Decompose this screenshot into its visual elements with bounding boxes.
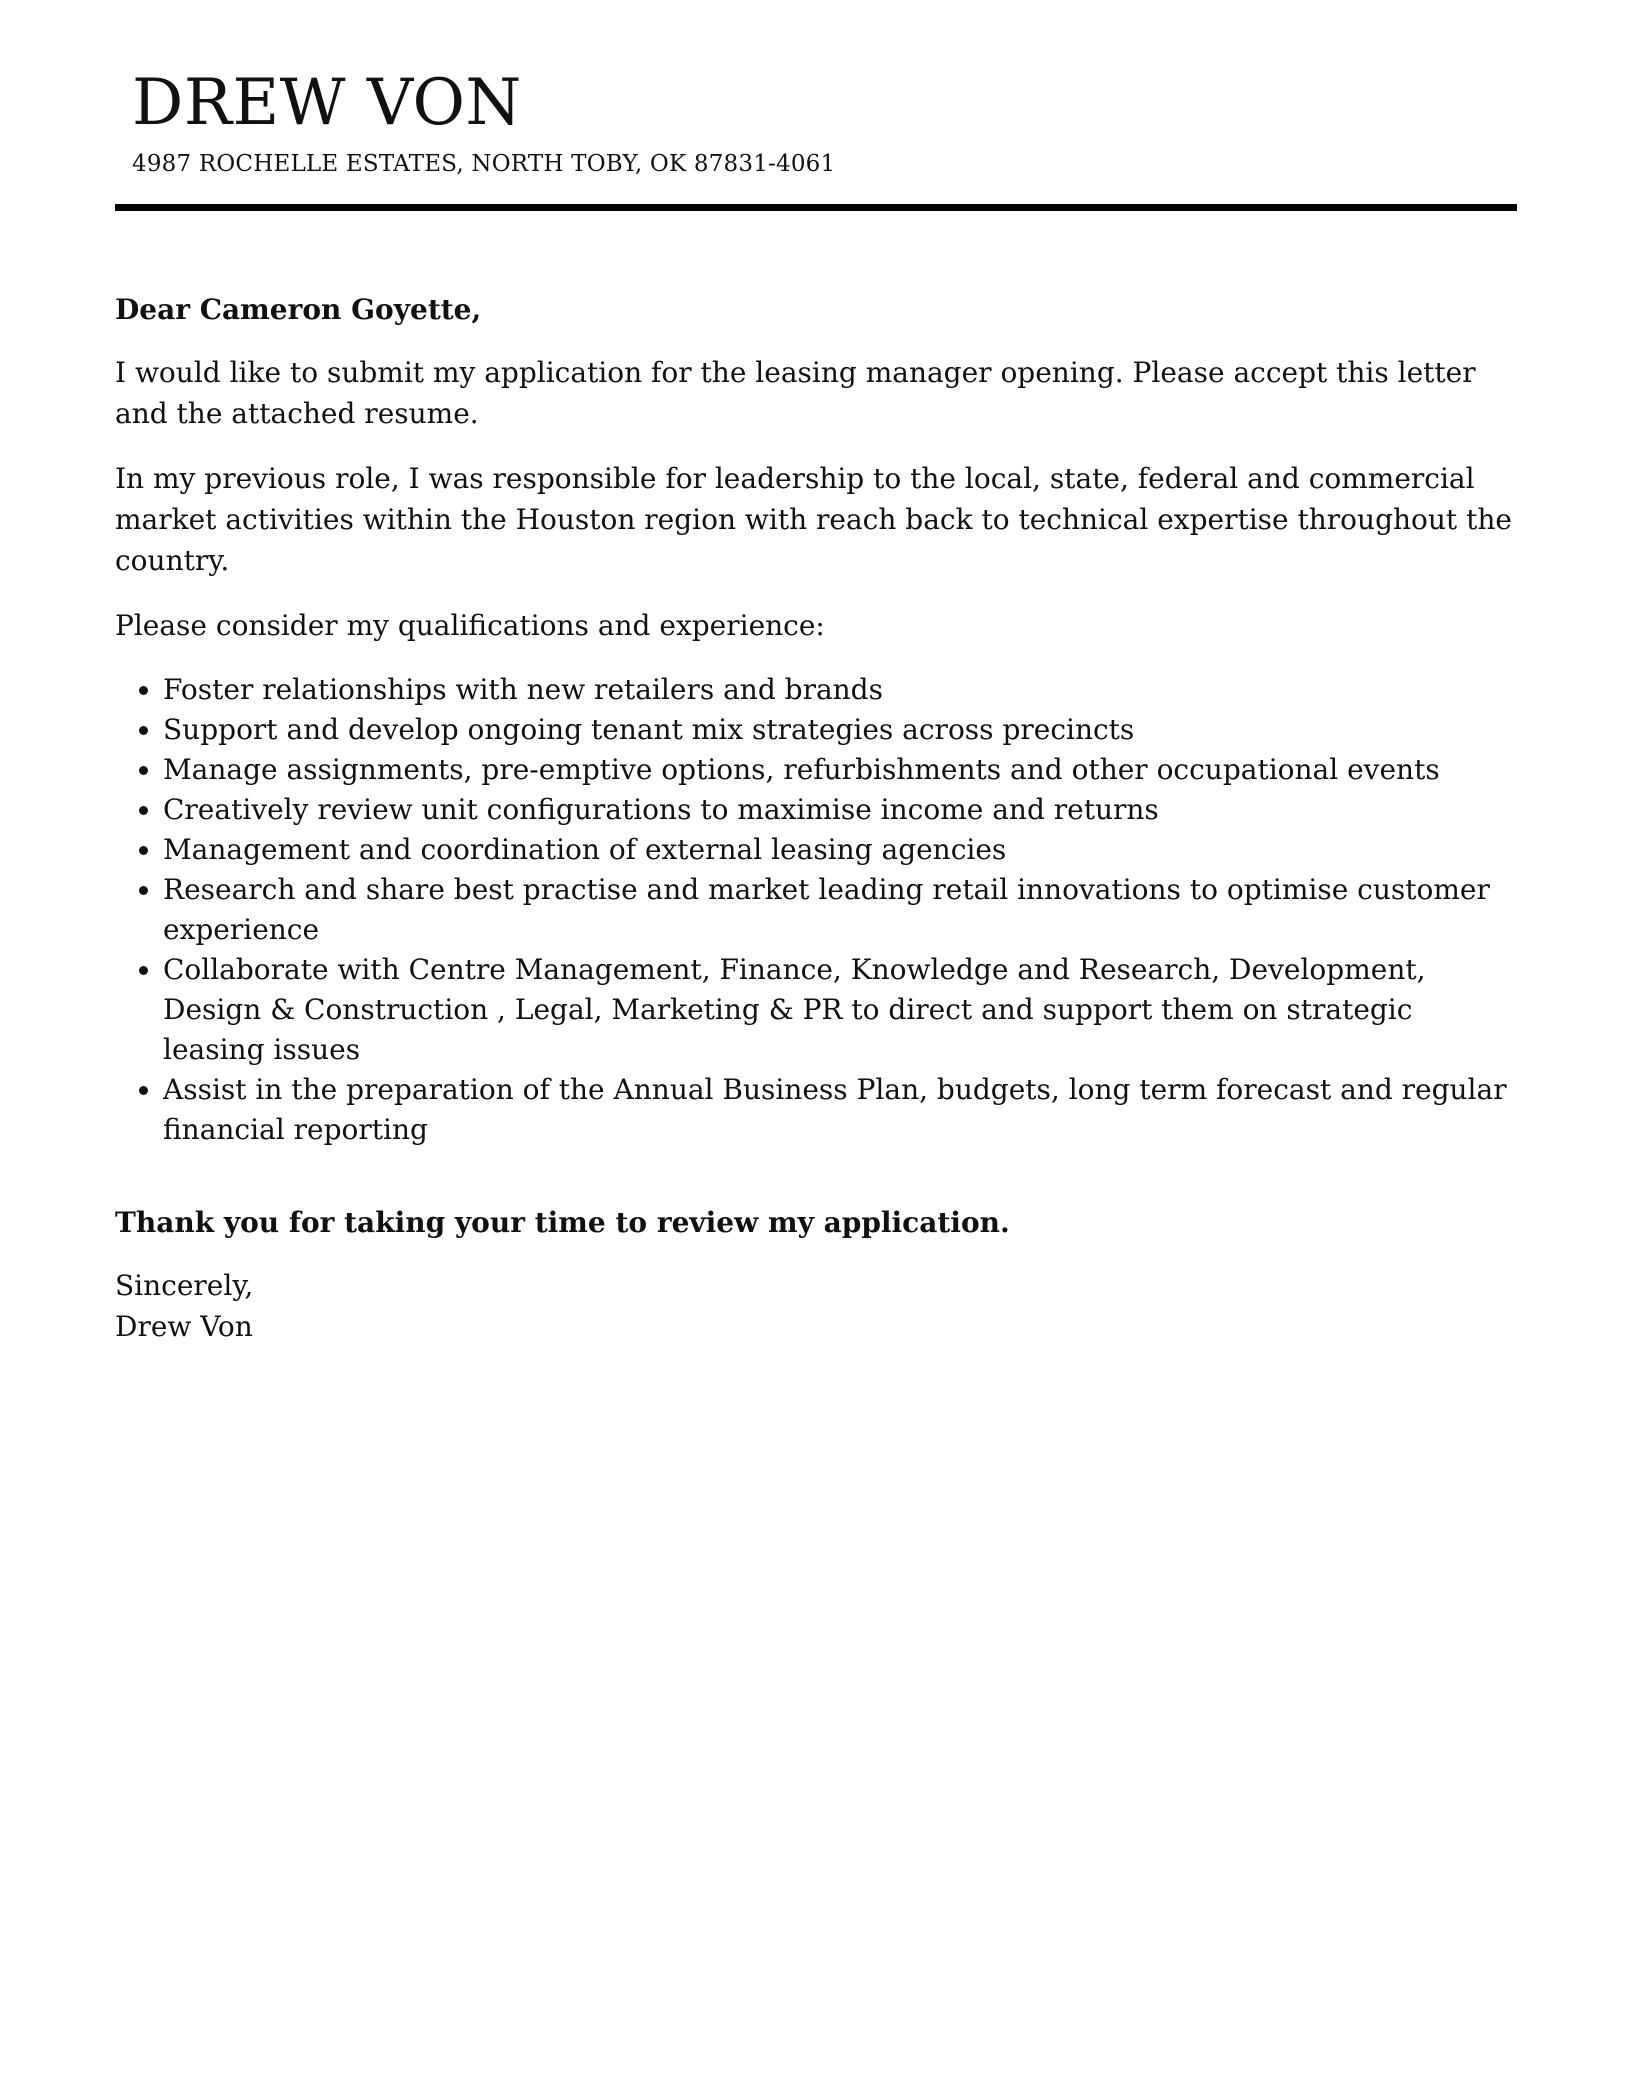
applicant-address: 4987 ROCHELLE ESTATES, NORTH TOBY, OK 87831-4061 — [132, 151, 836, 177]
list-item: • Creatively review unit configurations to maximise income and returns — [163, 790, 1517, 830]
applicant-name: DREW VON — [132, 66, 522, 140]
list-item: • Research and share best practise and market leading retail innovations to optimise customer experience — [163, 870, 1517, 950]
closing-phrase: Sincerely, — [115, 1269, 254, 1302]
qualifications-list — [115, 670, 1517, 1150]
letter-body — [115, 289, 1517, 1347]
intro-paragraph: I would like to submit my application for the leasing manager opening. Please accept this letter and the attached resume. — [115, 356, 1476, 430]
list-item: • Manage assignments, pre-emptive options, refurbishments and other occupational events — [163, 750, 1517, 790]
list-item: • Foster relationships with new retailers and brands — [163, 670, 1517, 710]
list-item: • Collaborate with Centre Management, Finance, Knowledge and Research, Development, Design & Construction , Legal, Marketing & PR to direct and support them on strategic leasing issues — [163, 950, 1517, 1070]
salutation: Dear Cameron Goyette, — [115, 293, 482, 326]
experience-paragraph: In my previous role, I was responsible for leadership to the local, state, federal and commercial market activities within the Houston region with reach back to technical expertise throughout the country. — [115, 462, 1512, 577]
signature-name: Drew Von — [115, 1310, 253, 1343]
list-item: • Support and develop ongoing tenant mix strategies across precincts — [163, 710, 1517, 750]
header-divider — [115, 204, 1517, 211]
letter-header — [115, 0, 1517, 178]
qualifications-lead: Please consider my qualifications and experience: — [115, 609, 825, 642]
list-item: • Management and coordination of external leasing agencies — [163, 830, 1517, 870]
list-item: • Assist in the preparation of the Annual Business Plan, budgets, long term forecast and regular financial reporting — [163, 1070, 1517, 1150]
thank-you-line: Thank you for taking your time to review my application. — [115, 1206, 1010, 1239]
